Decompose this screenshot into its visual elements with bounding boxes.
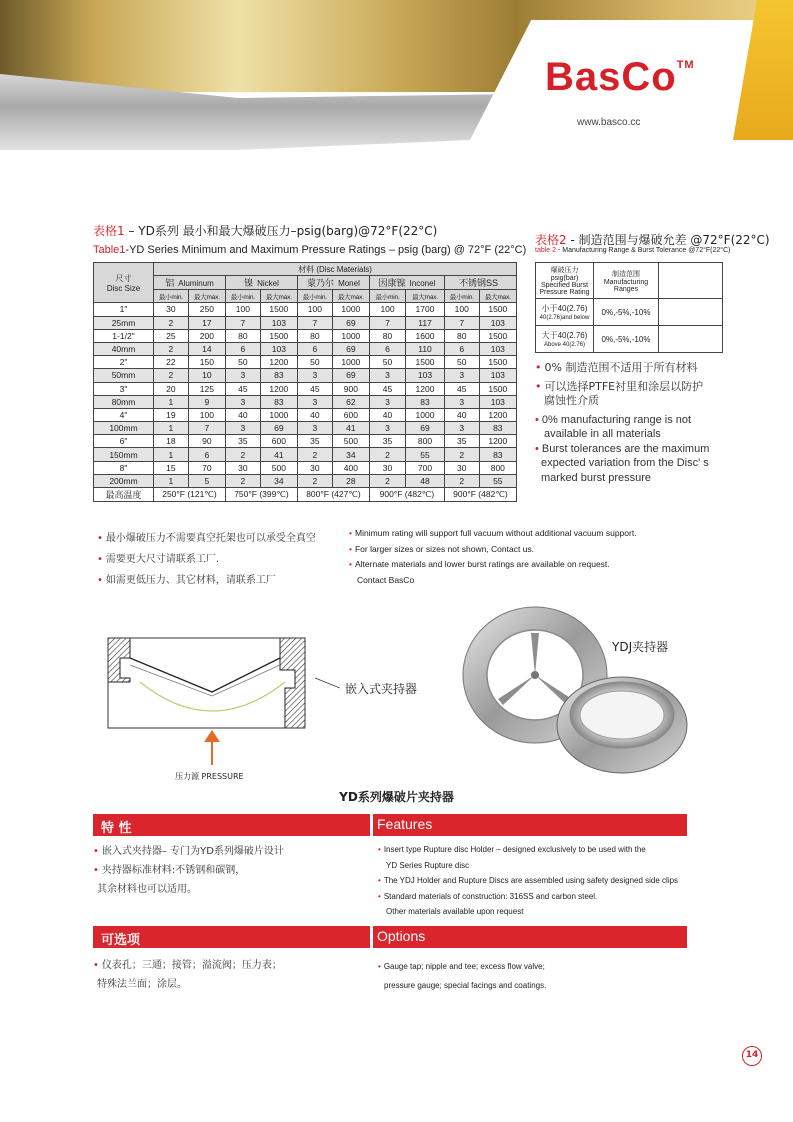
value-cell: 35 [225, 435, 260, 448]
max-temp-cell: 800°F (427℃) [297, 488, 369, 502]
manufacturing-range-table [535, 262, 723, 353]
value-cell: 6 [369, 342, 405, 355]
value-cell: 50 [225, 356, 260, 369]
options-title-en: Options [377, 928, 426, 944]
value-cell: 2 [444, 474, 479, 487]
insert-holder-label: 嵌入式夹持器 [345, 682, 418, 696]
value-cell: 3 [369, 422, 405, 435]
feature-en-4: • Standard materials of construction: 316SS and carbon steel. [378, 891, 598, 901]
value-cell: 2 [444, 448, 479, 461]
size-cell: 1-1/2" [94, 329, 154, 342]
value-cell: 30 [154, 303, 189, 316]
value-cell: 3 [225, 422, 260, 435]
size-cell: 8" [94, 461, 154, 474]
table-row [94, 316, 517, 329]
value-cell: 1500 [260, 329, 297, 342]
value-cell: 103 [260, 342, 297, 355]
value-cell: 30 [444, 461, 479, 474]
value-cell: 6 [444, 342, 479, 355]
value-cell: 900 [332, 382, 369, 395]
value-cell: 34 [332, 448, 369, 461]
value-cell: 17 [188, 316, 225, 329]
table2-row1-value: 0%,-5%,-10% [594, 299, 659, 326]
value-cell: 69 [260, 422, 297, 435]
size-cell: 1" [94, 303, 154, 316]
max-col-header: 最大max. [332, 290, 369, 303]
note-cn-1: • 最小爆破压力不需要真空托架也可以承受全真空 [97, 533, 316, 544]
value-cell: 200 [188, 329, 225, 342]
table1-title-en: Table1-YD Series Minimum and Maximum Pressure Ratings – psig (barg) @ 72°F (22°C) [93, 244, 527, 256]
features-title-en: Features [377, 816, 433, 832]
value-cell: 45 [297, 382, 332, 395]
note-en-4: Contact BasCo [357, 574, 415, 585]
size-cell: 3" [94, 382, 154, 395]
note-en-1: • Minimum rating will support full vacuum without additional vacuum support. [349, 528, 637, 538]
value-cell: 103 [479, 369, 516, 382]
value-cell: 6 [297, 342, 332, 355]
value-cell: 2 [297, 448, 332, 461]
value-cell: 45 [369, 382, 405, 395]
table-row [94, 408, 517, 421]
value-cell: 22 [154, 356, 189, 369]
value-cell: 1200 [406, 382, 445, 395]
options-cn-list [93, 956, 282, 994]
header-separator [370, 814, 373, 836]
value-cell: 83 [406, 395, 445, 408]
value-cell: 35 [444, 435, 479, 448]
pressure-ratings-table [93, 262, 517, 502]
value-cell: 40 [444, 408, 479, 421]
value-cell: 40 [225, 408, 260, 421]
size-cell: 2" [94, 356, 154, 369]
value-cell: 2 [154, 316, 189, 329]
value-cell: 1500 [479, 382, 516, 395]
value-cell: 48 [406, 474, 445, 487]
value-cell: 150 [188, 356, 225, 369]
value-cell: 34 [260, 474, 297, 487]
feature-en-1: • Insert type Rupture disc Holder – designed exclusively to be used with the [378, 845, 646, 854]
value-cell: 6 [188, 448, 225, 461]
table2-title-en: table 2 - Manufacturing Range & Burst Tolerance @72°F(22°C) [535, 247, 731, 254]
value-cell: 40 [369, 408, 405, 421]
value-cell: 69 [332, 369, 369, 382]
value-cell: 90 [188, 435, 225, 448]
value-cell: 1200 [260, 382, 297, 395]
value-cell: 1500 [479, 356, 516, 369]
value-cell: 80 [444, 329, 479, 342]
value-cell: 100 [369, 303, 405, 316]
min-col-header: 最小min. [444, 290, 479, 303]
value-cell: 41 [260, 448, 297, 461]
value-cell: 83 [260, 369, 297, 382]
min-col-header: 最小min. [154, 290, 189, 303]
table2-row2-label: 大于40(2.76) Above 40(2.76) [536, 326, 594, 353]
option-en-1: • Gauge tap; nipple and tee; excess flow valve; [378, 962, 545, 971]
value-cell: 125 [188, 382, 225, 395]
header-separator [370, 926, 373, 948]
value-cell: 2 [154, 342, 189, 355]
value-cell: 70 [188, 461, 225, 474]
size-cell: 150mm [94, 448, 154, 461]
value-cell: 50 [369, 356, 405, 369]
value-cell: 100 [188, 408, 225, 421]
value-cell: 250 [188, 303, 225, 316]
value-cell: 7 [369, 316, 405, 329]
value-cell: 1500 [260, 303, 297, 316]
value-cell: 1 [154, 422, 189, 435]
table-row [94, 356, 517, 369]
page-number: 14 [742, 1046, 762, 1066]
size-cell: 100mm [94, 422, 154, 435]
value-cell: 35 [297, 435, 332, 448]
table-row [94, 395, 517, 408]
min-col-header: 最小min. [225, 290, 260, 303]
value-cell: 3 [225, 395, 260, 408]
material-col-header: 镍 Nickel [225, 276, 297, 290]
value-cell: 800 [406, 435, 445, 448]
table2-row1-label: 小于40(2.76) 40(2.76)and below [536, 299, 594, 326]
value-cell: 69 [406, 422, 445, 435]
ydj-holder-photo [460, 603, 700, 778]
value-cell: 1500 [406, 356, 445, 369]
max-col-header: 最大max. [188, 290, 225, 303]
right-note-2: • 可以选择PTFE衬里和涂层以防护 [535, 379, 704, 393]
value-cell: 15 [154, 461, 189, 474]
material-col-header: 不锈钢SS [444, 276, 516, 290]
table-row [94, 474, 517, 487]
option-en-2: pressure gauge; special facings and coatings. [384, 981, 547, 990]
options-title-cn: 可选项 [101, 933, 141, 948]
value-cell: 14 [188, 342, 225, 355]
value-cell: 1200 [260, 356, 297, 369]
value-cell: 45 [444, 382, 479, 395]
value-cell: 3 [369, 395, 405, 408]
value-cell: 700 [406, 461, 445, 474]
feature-cn-2: • 夹持器标准材料:不锈钢和碳钢， [93, 865, 246, 876]
pressure-label: 压力源 PRESSURE [175, 772, 244, 781]
feature-en-5: Other materials available upon request [386, 907, 524, 916]
max-col-header: 最大max. [406, 290, 445, 303]
table2-title-cn: 表格2 - 制造范围与爆破允差 @72°F(22°C) [535, 233, 770, 247]
value-cell: 10 [188, 369, 225, 382]
value-cell: 19 [154, 408, 189, 421]
value-cell: 110 [406, 342, 445, 355]
value-cell: 103 [479, 342, 516, 355]
feature-en-3: • The YDJ Holder and Rupture Discs are assembled using safety designed side clips [378, 876, 679, 885]
value-cell: 600 [332, 408, 369, 421]
features-cn-list [93, 842, 284, 899]
value-cell: 3 [444, 395, 479, 408]
table-row [94, 422, 517, 435]
features-en-list [378, 842, 678, 920]
value-cell: 83 [479, 448, 516, 461]
value-cell: 83 [479, 422, 516, 435]
value-cell: 3 [444, 369, 479, 382]
notes-en [349, 526, 637, 588]
value-cell: 103 [260, 316, 297, 329]
min-col-header: 最小min. [369, 290, 405, 303]
brand-url[interactable]: www.basco.cc [577, 117, 641, 128]
table-row [94, 382, 517, 395]
table-row [94, 461, 517, 474]
value-cell: 1600 [406, 329, 445, 342]
value-cell: 3 [297, 369, 332, 382]
table-row [94, 329, 517, 342]
value-cell: 3 [225, 369, 260, 382]
note-cn-3: • 如需更低压力、其它材料，请联系工厂 [97, 575, 276, 586]
value-cell: 100 [444, 303, 479, 316]
value-cell: 28 [332, 474, 369, 487]
max-temp-cell: 750°F (399℃) [225, 488, 297, 502]
value-cell: 2 [297, 474, 332, 487]
value-cell: 7 [188, 422, 225, 435]
value-cell: 2 [369, 448, 405, 461]
value-cell: 1700 [406, 303, 445, 316]
max-col-header: 最大max. [260, 290, 297, 303]
value-cell: 25 [154, 329, 189, 342]
note-cn-2: • 需要更大尺寸请联系工厂. [97, 554, 220, 565]
value-cell: 1 [154, 474, 189, 487]
value-cell: 1000 [332, 356, 369, 369]
value-cell: 2 [225, 448, 260, 461]
value-cell: 103 [406, 369, 445, 382]
size-cell: 25mm [94, 316, 154, 329]
table-row [94, 303, 517, 316]
value-cell: 3 [297, 395, 332, 408]
value-cell: 1 [154, 395, 189, 408]
table-row [94, 369, 517, 382]
value-cell: 80 [225, 329, 260, 342]
material-col-header: 因康镍 Inconel [369, 276, 444, 290]
value-cell: 1000 [332, 303, 369, 316]
value-cell: 3 [369, 369, 405, 382]
material-col-header: 铝 Aluminum [154, 276, 226, 290]
size-cell: 200mm [94, 474, 154, 487]
value-cell: 1000 [406, 408, 445, 421]
right-note-3b: available in all materials [544, 428, 661, 440]
note-en-2: • For larger sizes or sizes not shown, Contact us. [349, 543, 535, 554]
value-cell: 1000 [332, 329, 369, 342]
table2-header-burst: 爆破压力 psig(bar) Specified Burst Pressure Rating [536, 263, 594, 299]
value-cell: 30 [369, 461, 405, 474]
table2-row1-empty [659, 299, 723, 326]
max-col-header: 最大max. [479, 290, 516, 303]
table2-row2-empty [659, 326, 723, 353]
feature-cn-1: • 嵌入式夹持器– 专门为YD系列爆破片设计 [93, 846, 284, 857]
max-temp-row [94, 488, 517, 502]
value-cell: 100 [225, 303, 260, 316]
max-temp-cell: 250°F (121℃) [154, 488, 226, 502]
value-cell: 18 [154, 435, 189, 448]
features-title-cn: 特 性 [101, 821, 132, 836]
value-cell: 69 [332, 342, 369, 355]
brand-logo: BasCo™ [545, 55, 695, 99]
value-cell: 500 [332, 435, 369, 448]
right-note-4: • Burst tolerances are the maximum [535, 442, 710, 455]
right-note-4c: marked burst pressure [541, 471, 652, 484]
value-cell: 80 [297, 329, 332, 342]
value-cell: 103 [479, 395, 516, 408]
value-cell: 1200 [479, 435, 516, 448]
ydj-holder-label: YDJ夹持器 [612, 640, 669, 654]
value-cell: 6 [225, 342, 260, 355]
max-temp-cell: 900°F (482℃) [444, 488, 516, 502]
value-cell: 800 [479, 461, 516, 474]
value-cell: 117 [406, 316, 445, 329]
right-notes [535, 361, 709, 485]
value-cell: 50 [444, 356, 479, 369]
value-cell: 7 [225, 316, 260, 329]
max-temp-label: 最高温度 [94, 488, 154, 502]
right-note-3: • 0% manufacturing range is not [535, 413, 692, 426]
size-cell: 50mm [94, 369, 154, 382]
table-row [94, 342, 517, 355]
value-cell: 600 [260, 435, 297, 448]
right-note-2b: 腐蚀性介质 [544, 394, 599, 407]
value-cell: 62 [332, 395, 369, 408]
table-row [94, 435, 517, 448]
feature-cn-3: 其余材料也可以适用。 [97, 884, 197, 895]
diagram-caption: YD系列爆破片夹持器 [339, 790, 454, 804]
value-cell: 1500 [479, 303, 516, 316]
value-cell: 55 [479, 474, 516, 487]
value-cell: 2 [225, 474, 260, 487]
table2-row2-value: 0%,-5%,-10% [594, 326, 659, 353]
size-cell: 40mm [94, 342, 154, 355]
options-header-bar [93, 926, 687, 948]
value-cell: 400 [332, 461, 369, 474]
option-cn-1: • 仪表孔；三通；接管；溢流阀；压力表； [93, 960, 282, 971]
feature-en-2: YD Series Rupture disc [386, 860, 470, 870]
min-col-header: 最小min. [297, 290, 332, 303]
value-cell: 35 [369, 435, 405, 448]
size-header: 尺寸 Disc Size [94, 263, 154, 303]
table2-header-empty [659, 263, 723, 299]
value-cell: 69 [332, 316, 369, 329]
right-note-1: • 0% 制造范围不适用于所有材料 [535, 361, 698, 374]
value-cell: 9 [188, 395, 225, 408]
value-cell: 50 [297, 356, 332, 369]
max-temp-cell: 900°F (482℃) [369, 488, 444, 502]
value-cell: 3 [297, 422, 332, 435]
options-en-list [378, 957, 546, 995]
value-cell: 3 [444, 422, 479, 435]
value-cell: 30 [225, 461, 260, 474]
notes-cn [97, 528, 316, 591]
value-cell: 83 [260, 395, 297, 408]
table2-header-range: 制造范围 Manufacturing Ranges [594, 263, 659, 299]
value-cell: 20 [154, 382, 189, 395]
value-cell: 100 [297, 303, 332, 316]
holder-cross-section-diagram [100, 630, 340, 770]
value-cell: 500 [260, 461, 297, 474]
value-cell: 1500 [479, 329, 516, 342]
value-cell: 80 [369, 329, 405, 342]
value-cell: 7 [444, 316, 479, 329]
value-cell: 103 [479, 316, 516, 329]
table1-title-cn: 表格1 – YD系列 最小和最大爆破压力–psig(barg)@72°F(22°C) [93, 224, 438, 238]
value-cell: 41 [332, 422, 369, 435]
value-cell: 2 [154, 369, 189, 382]
table-row [94, 448, 517, 461]
features-header-bar [93, 814, 687, 836]
value-cell: 2 [369, 474, 405, 487]
size-cell: 4" [94, 408, 154, 421]
value-cell: 1000 [260, 408, 297, 421]
material-header: 材料 (Disc Materials) [154, 263, 517, 276]
size-cell: 80mm [94, 395, 154, 408]
note-en-3: • Alternate materials and lower burst ratings are available on request. [349, 559, 610, 569]
option-cn-2: 特殊法兰面；涂层。 [97, 979, 187, 990]
value-cell: 7 [297, 316, 332, 329]
material-col-header: 蒙乃尔 Monel [297, 276, 369, 290]
value-cell: 40 [297, 408, 332, 421]
value-cell: 1200 [479, 408, 516, 421]
right-note-4b: expected variation from the Disc' s [541, 457, 709, 469]
value-cell: 45 [225, 382, 260, 395]
value-cell: 55 [406, 448, 445, 461]
value-cell: 30 [297, 461, 332, 474]
value-cell: 5 [188, 474, 225, 487]
value-cell: 1 [154, 448, 189, 461]
size-cell: 6" [94, 435, 154, 448]
